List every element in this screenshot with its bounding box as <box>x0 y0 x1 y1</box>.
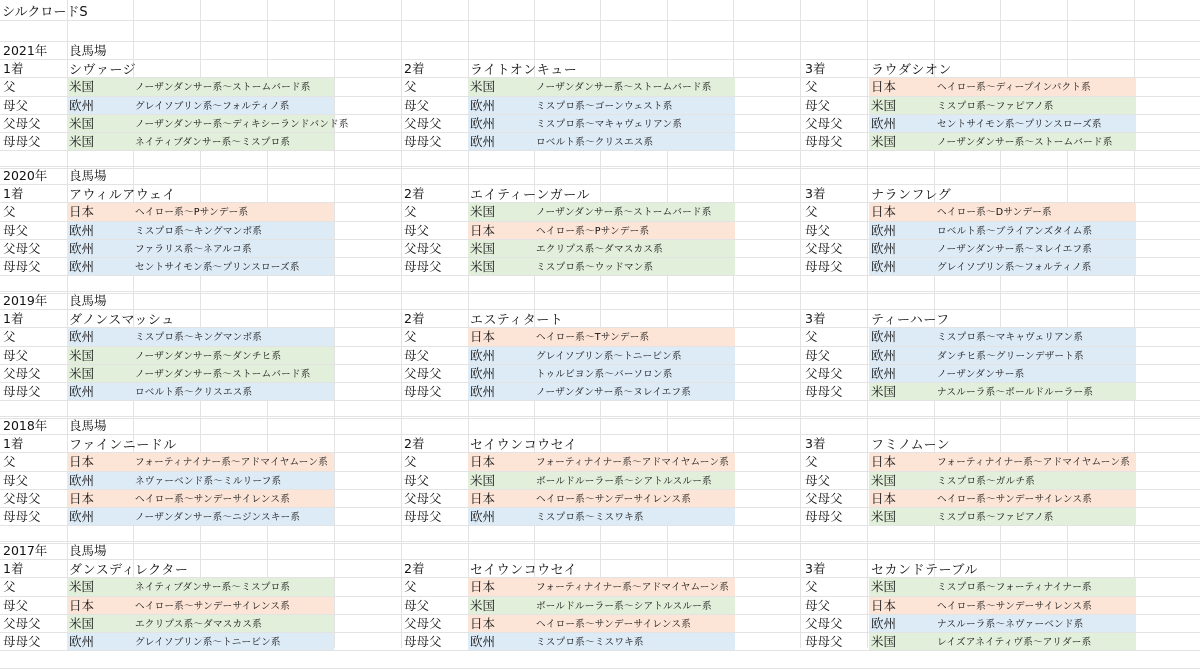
bloodline: ボールドルーラー系～シアトルスルー系 <box>536 475 712 487</box>
horse-name: セカンドテーブル <box>871 562 978 578</box>
bloodline: ノーザンダンサー系～ニジンスキー系 <box>135 512 301 524</box>
pedigree-role: 母父 <box>805 472 831 488</box>
region-label: 日本 <box>470 329 496 345</box>
pedigree-role: 母母父 <box>404 384 442 400</box>
pedigree-role: 母母父 <box>3 134 41 150</box>
region-label: 欧州 <box>470 634 496 650</box>
finish-place: 1着 <box>3 311 24 327</box>
region-label: 欧州 <box>470 115 496 131</box>
bloodline: ネイティブダンサー系～ミスプロ系 <box>135 582 291 594</box>
region-label: 米国 <box>470 79 496 95</box>
region-label: 欧州 <box>871 222 897 238</box>
pedigree-role: 父 <box>404 579 417 595</box>
bloodline: ヘイロー系～サンデーサイレンス系 <box>937 600 1093 612</box>
bloodline: ファラリス系～ネアルコ系 <box>135 243 252 255</box>
pedigree-role: 父母父 <box>404 365 442 381</box>
finish-place: 2着 <box>404 311 425 327</box>
pedigree-role: 母父 <box>805 597 831 613</box>
pedigree-role: 母母父 <box>805 634 843 650</box>
finish-place: 3着 <box>805 61 826 77</box>
sheet-title: シルクロードS <box>2 5 88 20</box>
pedigree-role: 父母父 <box>805 115 843 131</box>
region-label: 日本 <box>871 454 897 470</box>
bloodline: エクリプス系～ダマスカス系 <box>536 243 663 255</box>
pedigree-role: 母母父 <box>3 509 41 525</box>
pedigree-role: 父母父 <box>3 240 41 256</box>
bloodline: ノーザンダンサー系～ダンチヒ系 <box>135 350 282 362</box>
bloodline: ノーザンダンサー系 <box>937 368 1025 380</box>
pedigree-role: 母父 <box>3 222 29 238</box>
bloodline: ネヴァーベンド系～ミルリーフ系 <box>135 475 282 487</box>
year-label: 2020年 <box>3 168 48 184</box>
pedigree-role: 父 <box>3 579 16 595</box>
horse-name: ティーハーフ <box>871 312 950 328</box>
bloodline: ヘイロー系～サンデーサイレンス系 <box>135 600 291 612</box>
pedigree-role: 父母父 <box>3 365 41 381</box>
pedigree-role: 母母父 <box>805 384 843 400</box>
region-label: 欧州 <box>69 240 95 256</box>
region-label: 欧州 <box>871 259 897 275</box>
region-label: 日本 <box>69 490 95 506</box>
region-label: 日本 <box>69 204 95 220</box>
region-label: 米国 <box>871 509 897 525</box>
pedigree-role: 母母父 <box>404 259 442 275</box>
bloodline: セントサイモン系～プリンスローズ系 <box>937 118 1102 130</box>
bloodline: ミスプロ系～キングマンボ系 <box>135 332 263 344</box>
pedigree-role: 父 <box>3 454 16 470</box>
bloodline: ナスルーラ系～ボールドルーラー系 <box>937 387 1094 399</box>
row-gridline <box>0 20 1200 21</box>
horse-name: ファインニードル <box>69 437 177 453</box>
bloodline: ミスプロ系～マキャヴェリアン系 <box>937 332 1084 344</box>
horse-name: エイティーンガール <box>470 187 590 203</box>
pedigree-role: 父 <box>805 579 818 595</box>
pedigree-role: 父 <box>404 79 417 95</box>
region-label: 米国 <box>470 240 496 256</box>
bloodline: ヘイロー系～サンデーサイレンス系 <box>536 618 692 630</box>
bloodline: セントサイモン系～プリンスローズ系 <box>135 262 300 274</box>
horse-name: ダノンスマッシュ <box>69 312 175 328</box>
bloodline: グレイソブリン系～フォルティノ系 <box>937 262 1092 274</box>
pedigree-role: 母母父 <box>3 634 41 650</box>
finish-place: 2着 <box>404 436 425 452</box>
horse-name: ナランフレグ <box>871 187 952 203</box>
horse-name: ダンスディレクター <box>69 562 189 578</box>
pedigree-role: 父 <box>805 79 818 95</box>
finish-place: 2着 <box>404 561 425 577</box>
pedigree-role: 母父 <box>3 97 29 113</box>
region-label: 米国 <box>69 79 95 95</box>
pedigree-role: 母父 <box>3 597 29 613</box>
track-condition: 良馬場 <box>69 43 107 59</box>
bloodline: ヘイロー系～Tサンデー系 <box>536 332 650 344</box>
region-label: 米国 <box>69 134 95 150</box>
bloodline: ミスプロ系～フォーティナイナー系 <box>937 582 1092 594</box>
year-label: 2018年 <box>3 418 48 434</box>
bloodline: ミスプロ系～マキャヴェリアン系 <box>536 118 683 130</box>
region-label: 欧州 <box>871 347 897 363</box>
bloodline: ナスルーラ系～ネヴァーベンド系 <box>937 618 1084 630</box>
finish-place: 2着 <box>404 61 425 77</box>
bloodline: ノーザンダンサー系～ストームバード系 <box>135 82 311 94</box>
bloodline: ノーザンダンサー系～ストームバード系 <box>536 82 712 94</box>
bloodline: ヘイロー系～Pサンデー系 <box>135 207 249 219</box>
bloodline: ロベルト系～ブライアンズタイム系 <box>937 225 1093 237</box>
pedigree-role: 父 <box>404 454 417 470</box>
finish-place: 1着 <box>3 561 24 577</box>
pedigree-role: 母母父 <box>3 384 41 400</box>
bloodline: ネイティブダンサー系～ミスプロ系 <box>135 137 291 149</box>
pedigree-role: 母父 <box>805 97 831 113</box>
region-label: 欧州 <box>69 634 95 650</box>
pedigree-role: 母父 <box>404 347 430 363</box>
bloodline: ヘイロー系～サンデーサイレンス系 <box>135 493 291 505</box>
horse-name: セイウンコウセイ <box>470 562 578 578</box>
pedigree-role: 母母父 <box>404 634 442 650</box>
region-label: 欧州 <box>69 509 95 525</box>
pedigree-role: 母母父 <box>404 134 442 150</box>
region-label: 日本 <box>871 597 897 613</box>
finish-place: 1着 <box>3 436 24 452</box>
pedigree-role: 母父 <box>805 347 831 363</box>
finish-place: 1着 <box>3 61 24 77</box>
pedigree-role: 父母父 <box>805 365 843 381</box>
region-label: 欧州 <box>470 384 496 400</box>
region-label: 米国 <box>69 115 95 131</box>
horse-name: フミノムーン <box>871 437 951 453</box>
region-label: 欧州 <box>871 615 897 631</box>
horse-name: ラウダシオン <box>871 62 952 78</box>
bloodline: グレイソブリン系～トニービン系 <box>135 637 281 649</box>
bloodline: グレイソブリン系～トニービン系 <box>536 350 682 362</box>
region-label: 米国 <box>69 347 95 363</box>
region-label: 欧州 <box>69 97 95 113</box>
bloodline: ヘイロー系～Dサンデー系 <box>937 207 1052 219</box>
pedigree-role: 父母父 <box>404 490 442 506</box>
pedigree-role: 父母父 <box>3 115 41 131</box>
bloodline: ヘイロー系～Pサンデー系 <box>536 225 650 237</box>
bloodline: ノーザンダンサー系～ヌレイエフ系 <box>937 243 1093 255</box>
region-label: 米国 <box>470 259 496 275</box>
region-label: 日本 <box>470 579 496 595</box>
horse-name: シヴァージ <box>69 62 137 78</box>
region-label: 欧州 <box>69 259 95 275</box>
region-label: 日本 <box>69 454 95 470</box>
region-label: 米国 <box>871 472 897 488</box>
pedigree-role: 父母父 <box>3 615 41 631</box>
region-label: 日本 <box>871 204 897 220</box>
bloodline: ヘイロー系～ディープインパクト系 <box>937 82 1091 94</box>
track-condition: 良馬場 <box>69 168 107 184</box>
region-label: 日本 <box>470 222 496 238</box>
pedigree-role: 父母父 <box>805 490 843 506</box>
bloodline: ノーザンダンサー系～ストームバード系 <box>135 368 311 380</box>
finish-place: 3着 <box>805 561 826 577</box>
region-label: 欧州 <box>470 365 496 381</box>
bloodline: フォーティナイナー系～アドマイヤムーン系 <box>536 457 729 469</box>
region-label: 米国 <box>871 634 897 650</box>
region-label: 欧州 <box>470 97 496 113</box>
pedigree-role: 父 <box>3 329 16 345</box>
region-label: 米国 <box>871 579 897 595</box>
finish-place: 3着 <box>805 311 826 327</box>
track-condition: 良馬場 <box>69 418 107 434</box>
bloodline: フォーティナイナー系～アドマイヤムーン系 <box>135 457 328 469</box>
year-label: 2021年 <box>3 43 48 59</box>
pedigree-role: 父 <box>805 204 818 220</box>
pedigree-role: 父母父 <box>404 240 442 256</box>
region-label: 欧州 <box>470 134 496 150</box>
pedigree-role: 父母父 <box>805 615 843 631</box>
track-condition: 良馬場 <box>69 293 107 309</box>
pedigree-role: 母父 <box>404 222 430 238</box>
finish-place: 3着 <box>805 436 826 452</box>
bloodline: ノーザンダンサー系～ディキシーランドバンド系 <box>135 118 349 130</box>
region-label: 欧州 <box>470 347 496 363</box>
bloodline: フォーティナイナー系～アドマイヤムーン系 <box>536 582 729 594</box>
pedigree-role: 母母父 <box>805 134 843 150</box>
bloodline: ノーザンダンサー系～ストームバード系 <box>937 137 1113 149</box>
region-label: 日本 <box>871 79 897 95</box>
finish-place: 1着 <box>3 186 24 202</box>
horse-name: エスティタート <box>470 312 564 328</box>
bloodline: ミスプロ系～ウッドマン系 <box>536 262 654 274</box>
bloodline: ミスプロ系～ミスワキ系 <box>536 512 644 524</box>
pedigree-role: 母母父 <box>404 509 442 525</box>
finish-place: 2着 <box>404 186 425 202</box>
bloodline: ヘイロー系～サンデーサイレンス系 <box>937 493 1093 505</box>
pedigree-role: 母父 <box>3 472 29 488</box>
region-label: 欧州 <box>69 384 95 400</box>
region-label: 米国 <box>871 384 897 400</box>
region-label: 欧州 <box>871 115 897 131</box>
pedigree-role: 父母父 <box>404 615 442 631</box>
horse-name: アウィルアウェイ <box>69 187 176 203</box>
bloodline: ミスプロ系～ガルチ系 <box>937 475 1035 487</box>
bloodline: トゥルビヨン系～バーソロン系 <box>536 368 673 380</box>
bloodline: ボールドルーラー系～シアトルスルー系 <box>536 600 712 612</box>
bloodline: ミスプロ系～キングマンボ系 <box>135 225 263 237</box>
region-label: 欧州 <box>871 365 897 381</box>
horse-name: ライトオンキュー <box>470 62 578 78</box>
pedigree-role: 母父 <box>805 222 831 238</box>
pedigree-role: 父 <box>805 329 818 345</box>
region-label: 米国 <box>470 204 496 220</box>
horse-name: セイウンコウセイ <box>470 437 578 453</box>
region-label: 日本 <box>470 454 496 470</box>
pedigree-role: 母父 <box>404 472 430 488</box>
bloodline: ノーザンダンサー系～ヌレイエフ系 <box>536 387 692 399</box>
bloodline: ロベルト系～クリスエス系 <box>536 137 654 149</box>
pedigree-role: 父 <box>3 79 16 95</box>
pedigree-role: 母母父 <box>805 509 843 525</box>
region-label: 日本 <box>470 615 496 631</box>
year-label: 2017年 <box>3 543 48 559</box>
bloodline: ノーザンダンサー系～ストームバード系 <box>536 207 712 219</box>
region-label: 米国 <box>69 579 95 595</box>
track-condition: 良馬場 <box>69 543 107 559</box>
pedigree-role: 父 <box>404 329 417 345</box>
region-label: 日本 <box>69 597 95 613</box>
bloodline: ミスプロ系～ファピアノ系 <box>937 512 1054 524</box>
region-label: 欧州 <box>69 329 95 345</box>
pedigree-role: 父 <box>404 204 417 220</box>
region-label: 欧州 <box>470 509 496 525</box>
finish-place: 3着 <box>805 186 826 202</box>
region-label: 欧州 <box>871 240 897 256</box>
bloodline: ロベルト系～クリスエス系 <box>135 387 253 399</box>
region-label: 米国 <box>69 615 95 631</box>
year-label: 2019年 <box>3 293 48 309</box>
pedigree-role: 父 <box>3 204 16 220</box>
bloodline: ミスプロ系～ファピアノ系 <box>937 100 1054 112</box>
bloodline: レイズアネイティヴ系～アリダー系 <box>937 637 1092 649</box>
bloodline: フォーティナイナー系～アドマイヤムーン系 <box>937 457 1130 469</box>
pedigree-role: 母母父 <box>805 259 843 275</box>
bloodline: グレイソブリン系～フォルティノ系 <box>135 100 290 112</box>
region-label: 欧州 <box>69 222 95 238</box>
region-label: 米国 <box>871 97 897 113</box>
region-label: 米国 <box>470 472 496 488</box>
pedigree-role: 母母父 <box>3 259 41 275</box>
pedigree-role: 父母父 <box>805 240 843 256</box>
pedigree-role: 母父 <box>404 597 430 613</box>
bloodline: ダンチヒ系～グリーンデザート系 <box>937 350 1084 362</box>
pedigree-role: 父母父 <box>404 115 442 131</box>
region-label: 米国 <box>470 597 496 613</box>
region-label: 欧州 <box>69 472 95 488</box>
bloodline: ミスプロ系～ゴーンウェスト系 <box>536 100 673 112</box>
bloodline: エクリプス系～ダマスカス系 <box>135 618 262 630</box>
pedigree-role: 母父 <box>3 347 29 363</box>
bloodline: ヘイロー系～サンデーサイレンス系 <box>536 493 692 505</box>
pedigree-role: 父 <box>805 454 818 470</box>
pedigree-role: 母父 <box>404 97 430 113</box>
region-label: 米国 <box>69 365 95 381</box>
region-label: 日本 <box>871 490 897 506</box>
region-label: 欧州 <box>871 329 897 345</box>
region-label: 米国 <box>871 134 897 150</box>
bloodline: ミスプロ系～ミスワキ系 <box>536 637 644 649</box>
region-label: 日本 <box>470 490 496 506</box>
pedigree-role: 父母父 <box>3 490 41 506</box>
